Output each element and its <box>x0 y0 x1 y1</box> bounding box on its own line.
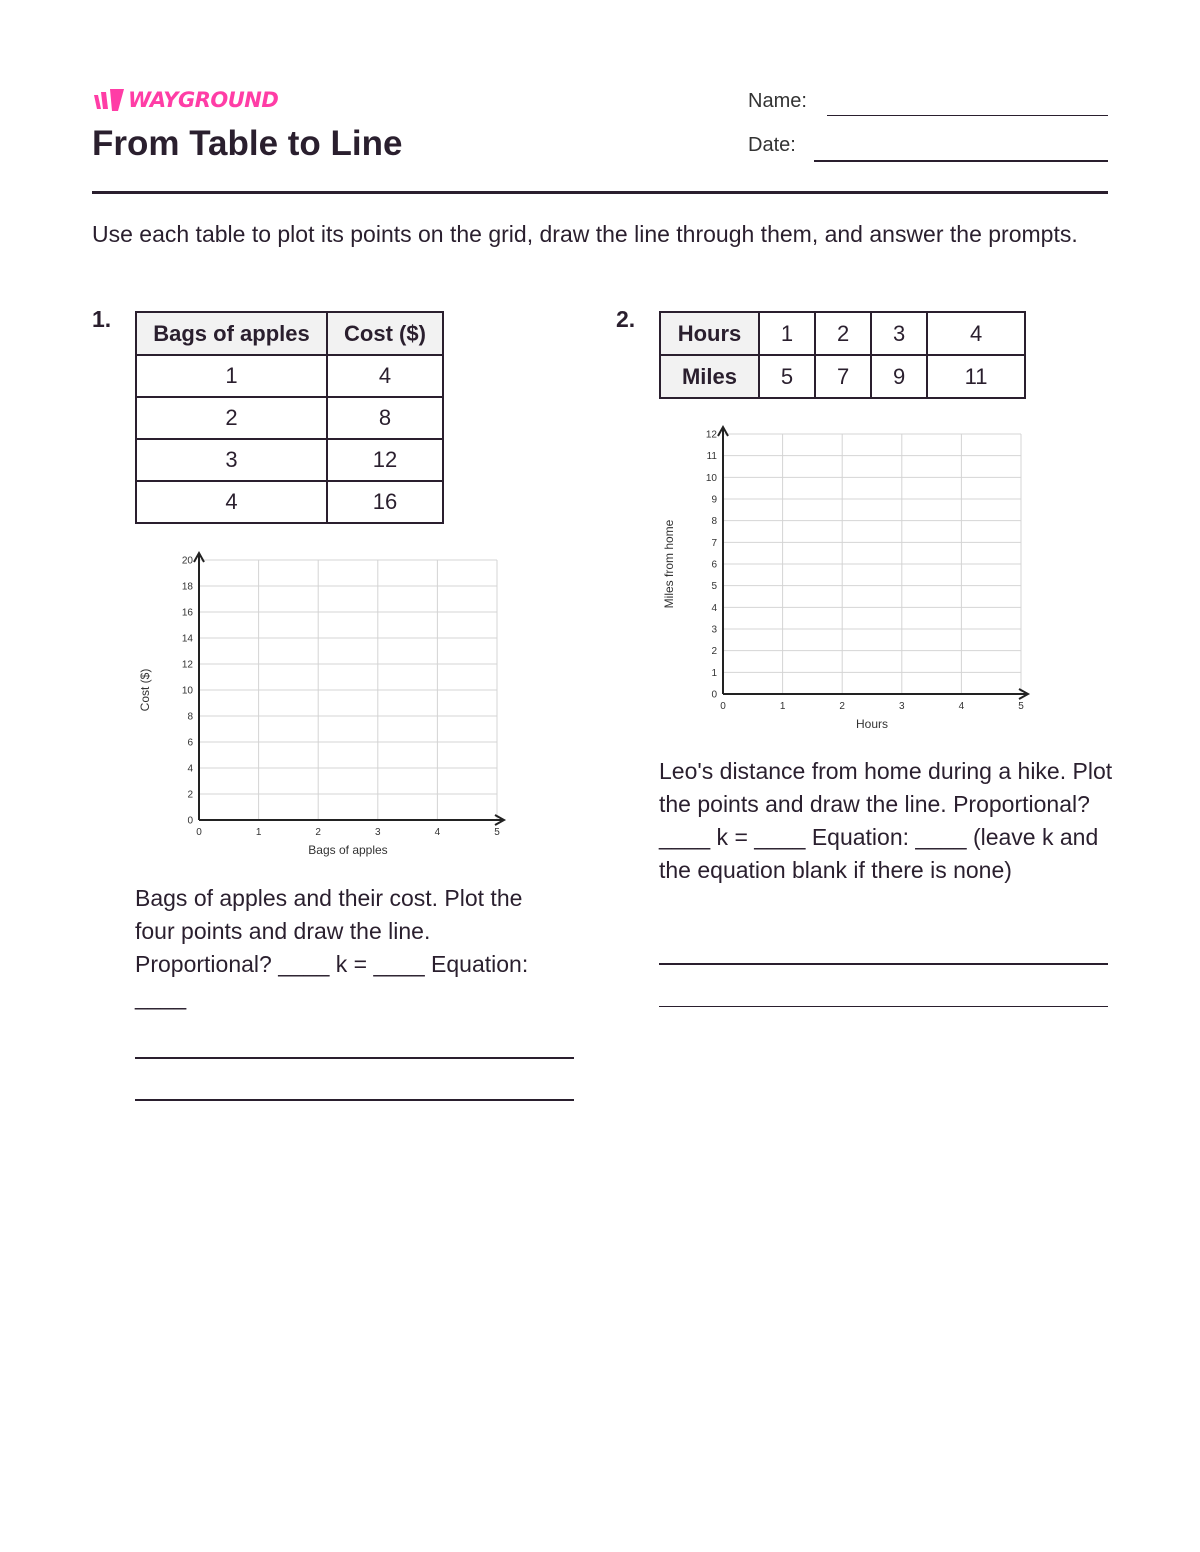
table-cell: 11 <box>927 355 1025 398</box>
x-tick-label: 2 <box>315 827 321 838</box>
y-tick-label: 0 <box>711 689 717 701</box>
y-axis-label: Cost ($) <box>138 668 152 712</box>
table-header-miles: Miles <box>660 355 759 398</box>
date-label: Date: <box>748 134 796 156</box>
table-cell: 3 <box>136 439 327 481</box>
y-tick-label: 1 <box>711 667 717 679</box>
table-cell: 4 <box>136 481 327 523</box>
table-cell: 1 <box>759 312 815 355</box>
name-label: Name: <box>748 90 807 112</box>
y-tick-label: 10 <box>705 472 717 484</box>
table-header-cost: Cost ($) <box>327 312 443 355</box>
y-tick-label: 12 <box>181 659 193 671</box>
x-axis-label: Bags of apples <box>308 843 388 857</box>
x-tick-label: 4 <box>434 827 441 838</box>
x-tick-label: 0 <box>196 827 202 838</box>
table-header-bags: Bags of apples <box>136 312 327 355</box>
x-tick-label: 5 <box>1018 701 1024 712</box>
y-tick-label: 4 <box>711 602 717 614</box>
y-tick-label: 4 <box>187 763 193 775</box>
x-tick-label: 1 <box>255 827 262 838</box>
x-tick-label: 4 <box>958 701 965 712</box>
y-tick-label: 2 <box>187 789 193 801</box>
x-tick-label: 3 <box>899 701 905 712</box>
table-cell: 3 <box>871 312 927 355</box>
y-tick-label: 8 <box>711 516 717 528</box>
y-tick-label: 7 <box>711 537 717 549</box>
y-tick-label: 2 <box>711 646 717 658</box>
brand-name: WAYGROUND <box>128 88 279 112</box>
answer-line[interactable] <box>659 1006 1108 1007</box>
y-tick-label: 8 <box>187 711 193 723</box>
y-tick-label: 12 <box>705 429 717 441</box>
table-header-hours: Hours <box>660 312 759 355</box>
x-tick-label: 5 <box>494 827 500 838</box>
instructions: Use each table to plot its points on the grid, draw the line through them, and answer the prompts. <box>92 221 1078 247</box>
table-cell: 8 <box>327 397 443 439</box>
y-tick-label: 14 <box>181 633 193 645</box>
table-cell: 7 <box>815 355 871 398</box>
problem-2-number: 2. <box>616 306 636 332</box>
page-title: From Table to Line <box>92 124 403 163</box>
table-cell: 4 <box>327 355 443 397</box>
table-cell: 2 <box>136 397 327 439</box>
x-tick-label: 1 <box>779 701 786 712</box>
y-tick-label: 6 <box>187 737 193 749</box>
table-cell: 12 <box>327 439 443 481</box>
table-cell: 2 <box>815 312 871 355</box>
y-tick-label: 3 <box>711 624 717 636</box>
table-cell: 4 <box>927 312 1025 355</box>
y-tick-label: 18 <box>181 581 193 593</box>
table-cell: 1 <box>136 355 327 397</box>
y-tick-label: 11 <box>706 451 717 463</box>
table-cell: 16 <box>327 481 443 523</box>
y-tick-label: 10 <box>181 685 193 697</box>
x-tick-label: 0 <box>720 701 726 712</box>
y-tick-label: 6 <box>711 559 717 571</box>
y-tick-label: 0 <box>187 815 193 827</box>
problem-2-prompt: Leo's distance from home during a hike. Plot the points and draw the line. Proportional? ____ k = ____ Equation: ____ (leave k and the equation blank if there is none) <box>659 758 1113 883</box>
y-tick-label: 5 <box>711 581 717 593</box>
x-tick-label: 2 <box>839 701 845 712</box>
x-axis-label: Hours <box>855 717 889 731</box>
x-tick-label: 3 <box>375 827 381 838</box>
problem-1-number: 1. <box>92 306 112 332</box>
answer-line[interactable] <box>659 963 1108 965</box>
table-cell: 5 <box>759 355 815 398</box>
y-tick-label: 9 <box>711 494 717 506</box>
y-axis-label: Miles from home <box>662 519 676 609</box>
y-tick-label: 20 <box>181 555 193 567</box>
problem-1-prompt: Bags of apples and their cost. Plot the four points and draw the line. Proportional? ____ k = ____ Equation: ____ <box>135 885 529 1010</box>
table-cell: 9 <box>871 355 927 398</box>
y-tick-label: 16 <box>181 607 193 619</box>
